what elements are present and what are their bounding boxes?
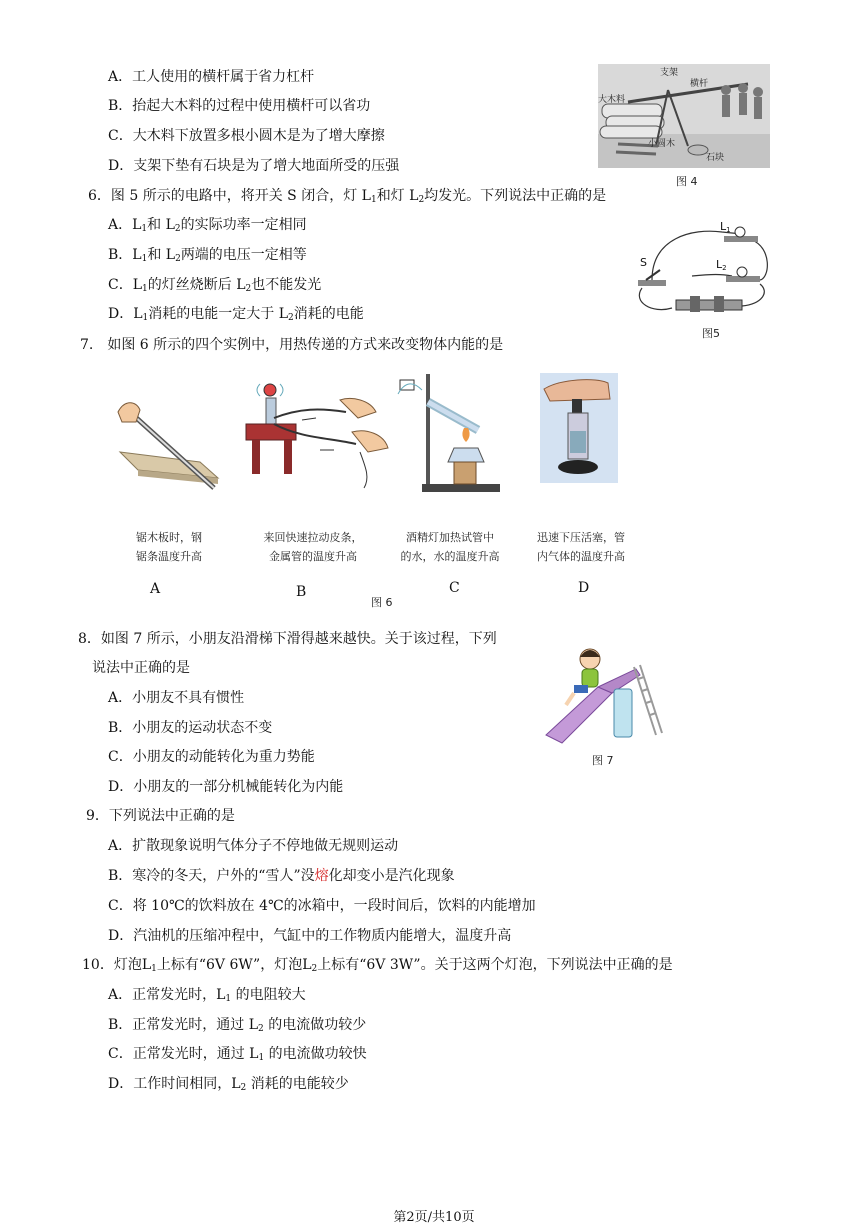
q8-option-a: A．小朋友不具有惯性	[108, 690, 245, 706]
figure-6-caption-d: 迅速下压活塞，管 内气体的温度升高	[537, 531, 625, 563]
figure-4-workers-lever	[598, 64, 770, 168]
figure-6-caption-a: 锯木板时，钢 锯条温度升高	[136, 531, 202, 563]
q5-option-c: C．大木料下放置多根小圆木是为了增大摩擦	[108, 128, 385, 144]
q8-option-d: D．小朋友的一部分机械能转化为内能	[108, 779, 344, 795]
figure-5-circuit	[632, 218, 772, 322]
q10-option-a: A．正常发光时，$L_1$ 的电阻较大	[108, 987, 306, 1004]
q5-option-b: B．抬起大木料的过程中使用横杆可以省功	[108, 98, 371, 114]
q10-option-c: C．正常发光时，通过 $L_1$ 的电流做功较快	[108, 1046, 367, 1063]
q9-option-c: C．将 10℃的饮料放在 4℃的冰箱中，一段时间后，饮料的内能增加	[108, 898, 536, 914]
lamp2-label: L2	[716, 258, 727, 272]
figure-7-caption: 图 7	[592, 754, 614, 767]
label-stone: 石块	[706, 153, 725, 163]
label-bar: 横杆	[690, 79, 709, 89]
page-footer: 第2页/共10页	[393, 1210, 475, 1225]
q6-option-a: A．$L_1$和 $L_2$的实际功率一定相同	[108, 217, 307, 234]
q6-option-d: D．$L_1$消耗的电能一定大于 $L_2$消耗的电能	[108, 306, 364, 323]
q8-option-b: B．小朋友的运动状态不变	[108, 720, 273, 736]
figure-6-panel-c-burner	[392, 372, 504, 498]
figure-5-caption: 图5	[702, 327, 720, 340]
figure-6-panel-d-pump	[540, 373, 618, 483]
q9-option-b: B．寒冷的冬天，户外的“雪人”没熔化却变小是汽化现象	[108, 868, 455, 884]
q9-highlight-char: 熔	[314, 868, 329, 884]
q9-option-d: D．汽油机的压缩冲程中，气缸中的工作物质内能增大，温度升高	[108, 928, 512, 944]
label-timber: 大木料	[598, 95, 626, 105]
q6-stem: 6．图 5 所示的电路中，将开关 S 闭合，灯 $L_1$和灯 $L_2$均发光。下列说法中正确的是	[88, 188, 607, 205]
figure-6-letter-d: D	[578, 580, 590, 596]
q9-stem: 9．下列说法中正确的是	[86, 808, 235, 824]
figure-6-panel-a-saw	[114, 392, 222, 496]
q5-option-d: D．支架下垫有石块是为了增大地面所受的压强	[108, 158, 400, 174]
label-log: 小圆木	[648, 139, 676, 149]
label-support: 支架	[660, 68, 679, 78]
q9-option-a: A．扩散现象说明气体分子不停地做无规则运动	[108, 838, 399, 854]
q8-stem-line-2: 说法中正确的是	[92, 660, 190, 676]
q6-option-b: B．$L_1$和 $L_2$两端的电压一定相等	[108, 247, 307, 264]
figure-6-caption-b: 来回快速拉动皮条， 金属管的温度升高	[263, 531, 363, 563]
q6-option-c: C．$L_1$的灯丝烧断后 $L_2$也不能发光	[108, 277, 322, 294]
q10-stem: 10．灯泡$L_1$上标有“6V 6W”，灯泡$L_2$上标有“6V 3W”。关于这两个灯泡，下列说法中正确的是	[82, 957, 673, 974]
q10-option-b: B．正常发光时，通过 $L_2$ 的电流做功较少	[108, 1017, 367, 1034]
figure-4-caption: 图 4	[676, 175, 698, 188]
q5-option-a: A．工人使用的横杆属于省力杠杆	[108, 69, 315, 85]
figure-6-panel-b-tube	[240, 378, 394, 498]
switch-label: S	[640, 256, 647, 269]
figure-6-caption: 图 6	[371, 596, 393, 609]
q8-stem-line-1: 8．如图 7 所示，小朋友沿滑梯下滑得越来越快。关于该过程，下列	[78, 631, 497, 647]
lamp1-label: L1	[720, 220, 731, 234]
figure-6-letter-c: C	[449, 580, 460, 596]
figure-7-slide	[540, 643, 664, 747]
q7-stem: 7. 如图 6 所示的四个实例中，用热传递的方式来改变物体内能的是	[80, 337, 504, 353]
figure-6-letter-b: B	[296, 584, 307, 600]
q8-option-c: C．小朋友的动能转化为重力势能	[108, 749, 315, 765]
figure-6-letter-a: A	[150, 581, 161, 597]
q10-option-d: D．工作时间相同，$L_2$ 消耗的电能较少	[108, 1076, 349, 1093]
figure-6-caption-c: 酒精灯加热试管中 的水，水的温度升高	[400, 531, 500, 563]
